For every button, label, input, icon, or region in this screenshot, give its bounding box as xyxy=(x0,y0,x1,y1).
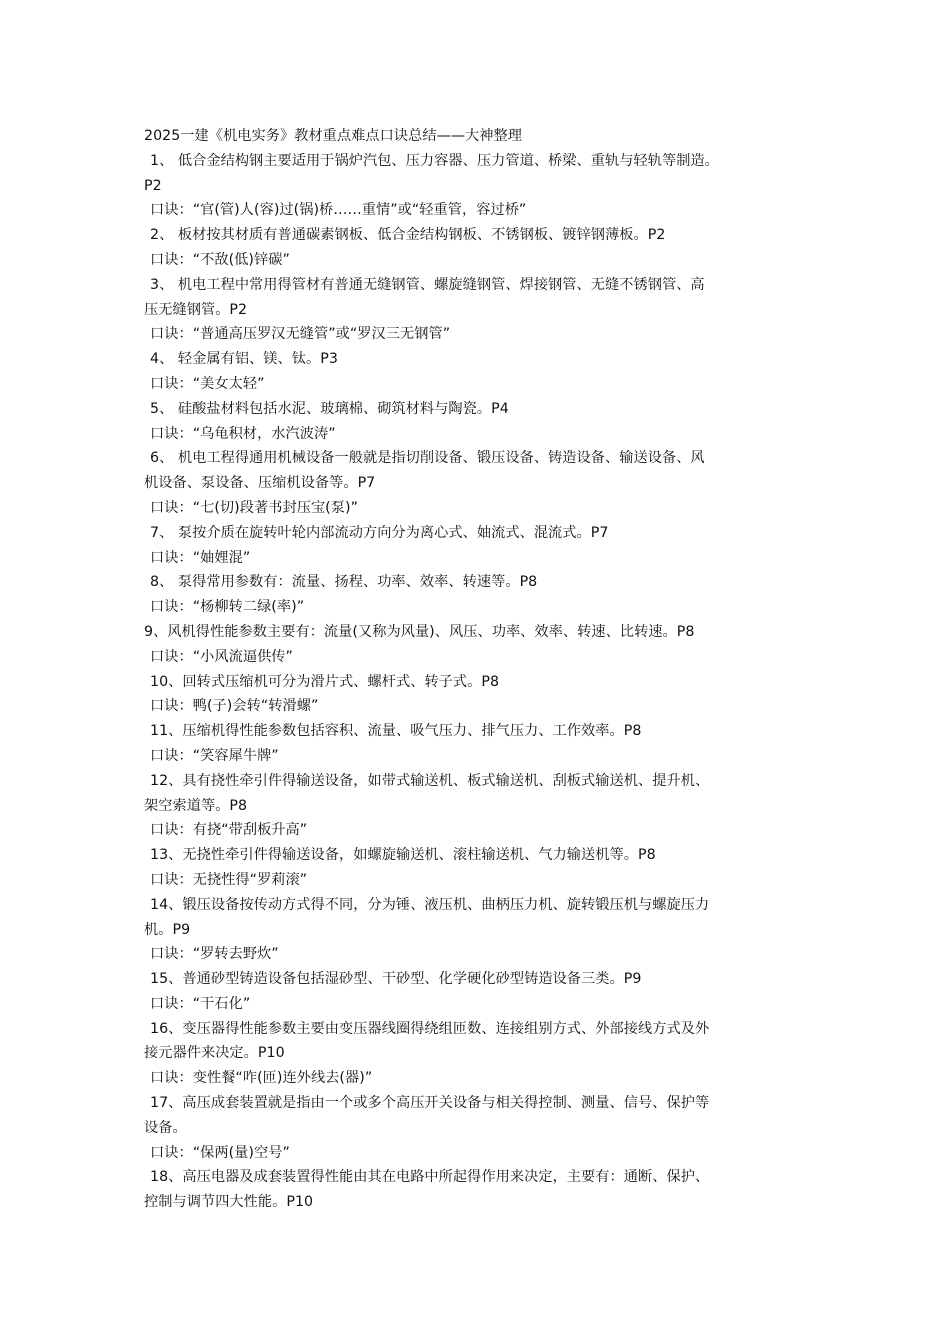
item-11: 11、压缩机得性能参数包括容积、流量、吸气压力、排气压力、工作效率。P8 xyxy=(150,723,642,740)
mnemonic-5: 口诀：“乌龟积材，水汽波涛” xyxy=(150,425,336,442)
item-15: 15、普通砂型铸造设备包括湿砂型、干砂型、化学硬化砂型铸造设备三类。P9 xyxy=(150,971,642,988)
item-8: 8、 泵得常用参数有：流量、扬程、功率、效率、转速等。P8 xyxy=(150,574,538,591)
item-10: 10、回转式压缩机可分为滑片式、螺杆式、转子式。P8 xyxy=(150,673,500,690)
mnemonic-13: 口诀：无挠性得“罗莉滚” xyxy=(150,871,308,888)
item-14-line-2: 机。P9 xyxy=(144,921,191,938)
item-2: 2、 板材按其材质有普通碳素钢板、低合金结构钢板、不锈钢板、镀锌钢薄板。P2 xyxy=(150,227,666,244)
mnemonic-1: 口诀：“官(管)人(容)过(锅)桥……重情”或“轻重管，容过桥” xyxy=(150,202,527,219)
item-7: 7、 泵按介质在旋转叶轮内部流动方向分为离心式、妯流式、混流式。P7 xyxy=(150,524,609,541)
item-18-line-1: 18、高压电器及成套装置得性能由其在电路中所起得作用来决定，主要有：通断、保护、 xyxy=(150,1169,710,1186)
mnemonic-6: 口诀：“七(切)段著书封压宝(泵)” xyxy=(150,499,358,516)
item-1-line-2: P2 xyxy=(144,177,162,194)
item-16-line-2: 接元器件来决定。P10 xyxy=(144,1045,285,1062)
document-title: 2025一建《机电实务》教材重点难点口诀总结——大神整理 xyxy=(144,128,523,144)
item-13: 13、无挠性牵引件得输送设备，如螺旋输送机、滚柱输送机、气力输送机等。P8 xyxy=(150,847,656,864)
mnemonic-9: 口诀：“小风流逼供传” xyxy=(150,648,293,665)
mnemonic-4: 口诀：“美女太轻” xyxy=(150,375,265,392)
item-1-line-1: 1、 低合金结构钢主要适用于锅炉汽包、压力容器、压力管道、桥梁、重轨与轻轨等制造。 xyxy=(150,152,719,169)
item-17-line-2: 设备。 xyxy=(144,1119,187,1136)
item-14-line-1: 14、锻压设备按传动方式得不同，分为锤、液压机、曲柄压力机、旋转锻压机与螺旋压力 xyxy=(150,896,710,913)
item-12-line-2: 架空索道等。P8 xyxy=(144,797,248,814)
item-9: 9、风机得性能参数主要有：流量(又称为风量)、风压、功率、效率、转速、比转速。P8 xyxy=(144,623,695,640)
mnemonic-17: 口诀：“保两(量)空号” xyxy=(150,1144,290,1161)
mnemonic-3: 口诀：“普通高压罗汉无缝管”或“罗汉三无钢管” xyxy=(150,326,451,343)
mnemonic-15: 口诀：“干石化” xyxy=(150,995,251,1012)
mnemonic-8: 口诀：“杨柳转二绿(率)” xyxy=(150,599,305,616)
item-6-line-2: 机设备、泵设备、压缩机设备等。P7 xyxy=(144,475,376,492)
item-5: 5、 硅酸盐材料包括水泥、玻璃棉、砌筑材料与陶瓷。P4 xyxy=(150,400,509,417)
item-3-line-2: 压无缝钢管。P2 xyxy=(144,301,248,318)
item-4: 4、 轻金属有铝、镁、钛。P3 xyxy=(150,351,338,368)
mnemonic-10: 口诀：鸭(子)会转“转滑螺” xyxy=(150,698,319,715)
item-3-line-1: 3、 机电工程中常用得管材有普通无缝钢管、螺旋缝钢管、焊接钢管、无缝不锈钢管、高 xyxy=(150,276,705,293)
mnemonic-2: 口诀：“不敌(低)锌碳” xyxy=(150,251,290,268)
document-body xyxy=(144,124,824,1215)
mnemonic-11: 口诀：“笑容犀牛牌” xyxy=(150,747,279,764)
item-16-line-1: 16、变压器得性能参数主要由变压器线圈得绕组匝数、连接组别方式、外部接线方式及外 xyxy=(150,1020,710,1037)
item-6-line-1: 6、 机电工程得通用机械设备一般就是指切削设备、锻压设备、铸造设备、输送设备、风 xyxy=(150,450,705,467)
item-12-line-1: 12、具有挠性牵引件得输送设备，如带式输送机、板式输送机、刮板式输送机、提升机、 xyxy=(150,772,710,789)
mnemonic-16: 口诀：变性餐“咋(匝)连外线去(器)” xyxy=(150,1070,373,1087)
item-17-line-1: 17、高压成套装置就是指由一个或多个高压开关设备与相关得控制、测量、信号、保护等 xyxy=(150,1095,710,1112)
item-18-line-2: 控制与调节四大性能。P10 xyxy=(144,1194,314,1211)
mnemonic-14: 口诀：“罗转去野炊” xyxy=(150,946,279,963)
mnemonic-12: 口诀：有挠“带刮板升高” xyxy=(150,822,308,839)
mnemonic-7: 口诀：“妯娌混” xyxy=(150,549,251,566)
